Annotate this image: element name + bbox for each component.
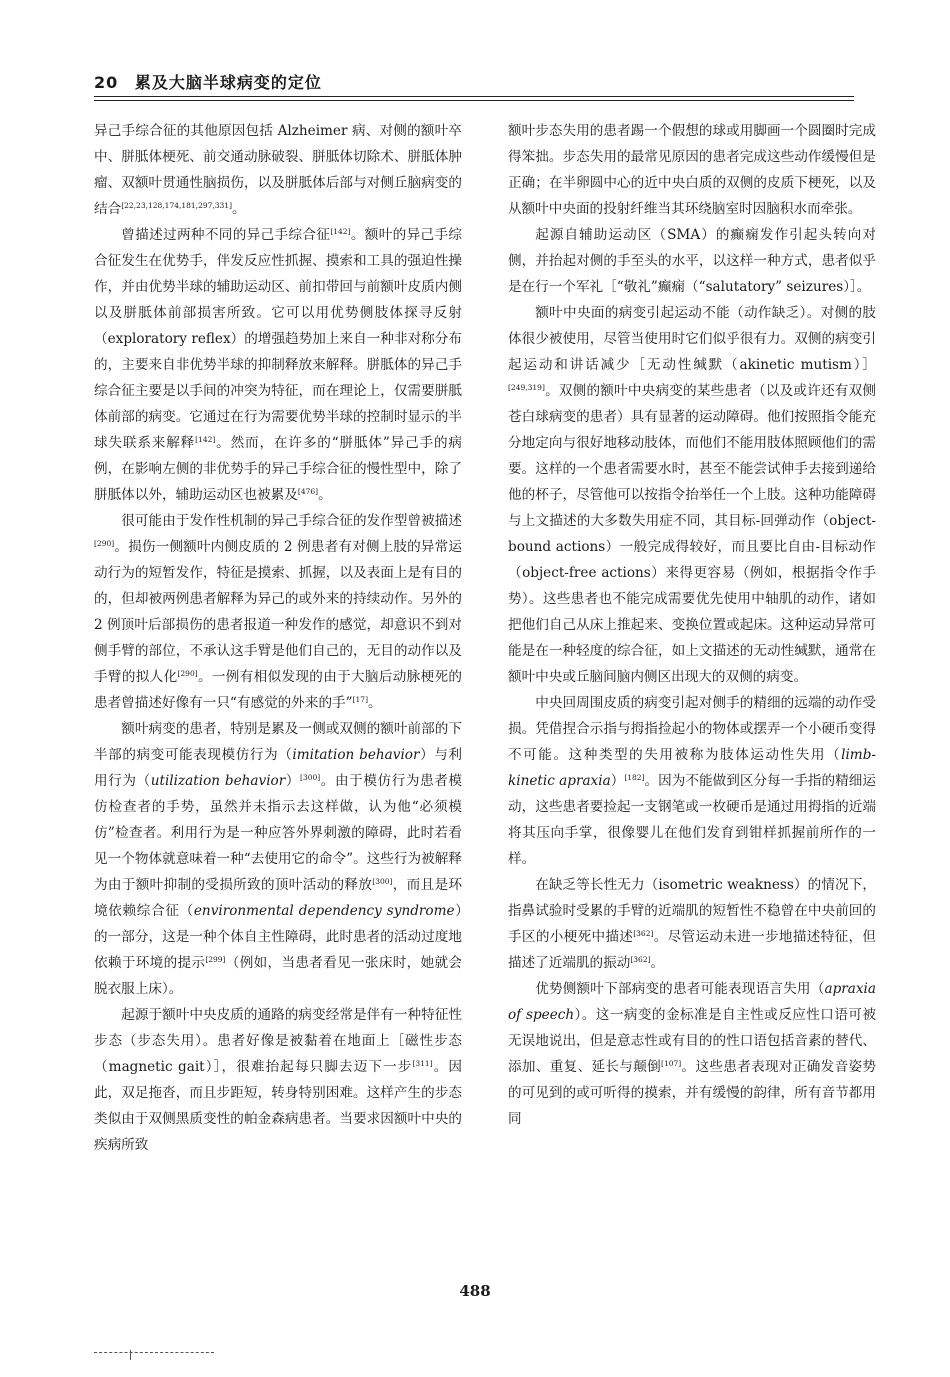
text-run: 。	[318, 487, 332, 503]
citation-ref: [300]	[372, 877, 393, 886]
footer-rule	[94, 1352, 214, 1353]
citation-ref: [107]	[661, 1059, 682, 1068]
text-run: 额叶病变的患者，特别是累及一侧或双侧的额叶前部的下半部的病变可能表现模仿行为（	[94, 721, 462, 763]
citation-ref: [300]	[300, 773, 321, 782]
citation-ref: [142]	[195, 435, 216, 444]
paragraph	[94, 118, 462, 222]
paragraph	[94, 716, 462, 1002]
chapter-title: 累及大脑半球病变的定位	[134, 73, 322, 92]
text-run: 额叶步态失用的患者踢一个假想的球或用脚画一个圆圈时完成得笨拙。步态失用的最常见原因的患者完成这些动作缓慢但是正确；在半卵圆中心的近中央白质的双侧的皮质下梗死，以及从额叶中央面的投射纤维当其环绕脑室时因脑积水而牵张。	[508, 123, 876, 217]
text-run: 额叶中央面的病变引起运动不能（动作缺乏）。对侧的肢体很少被使用，尽管当使用时它们似乎很有力。双侧的病变引起运动和讲话减少［无动性缄默（akinetic mutism）］	[508, 305, 876, 373]
text-run: 。	[650, 955, 665, 971]
text-run: ，而且是环境依赖综合征（	[94, 877, 463, 919]
text-run: 。因为不能做到区分每一手指的精细运动，这些患者要捡起一支钢笔或一枚硬币是通过用拇指的近端将其压向手掌，很像婴儿在他们发育到钳样抓握前所作的一样。	[508, 773, 876, 867]
citation-ref: [290]	[177, 669, 198, 678]
text-run: 。然而，在许多的“胼胝体”异己手的病例，在影响左侧的非优势手的异己手综合征的慢性型中，除了胼胝体以外，辅助运动区也被累及	[94, 435, 463, 503]
text-run: ）的一部分，这是一种个体自主性障碍，此时患者的活动过度地依赖于环境的提示	[94, 903, 463, 971]
text-run: ）。这一病变的金标准是自主性或反应性口语可被无误地说出，但是意志性或有目的的性口语包括音素的替代、添加、重复、延长与颠倒	[508, 1007, 876, 1075]
text-run: 。尽管运动未进一步地描述特征，但描述了近端肌的振动	[508, 929, 876, 971]
citation-ref: [299]	[205, 955, 226, 964]
text-run: 。双侧的额叶中央病变的某些患者（以及或许还有双侧苍白球病变的患者）具有显著的运动障碍。他们按照指令能充分地定向与很好地移动肢体，而他们不能用肢体照顾他们的需要。这样的一个患者需要水时，甚至不能尝试伸手去接到递给他的杯子，尽管他可以按指令抬举任一个上肢。这种功能障碍与上文描述的大多数失用症不同，其目标-回弹动作（object-bound actions）一般完成得较好，而且要比自由-目标动作（object-free actions）来得更容易（例如，根据指令作手势）。这些患者也不能完成需要优先使用中轴肌的动作，诸如把他们自己从床上推起来、变换位置或起床。这种运动异常可能是在一种轻度的综合征，如上文描述的无动性缄默，通常在额叶中央或丘脑间脑内侧区出现大的双侧的病变。	[508, 383, 876, 685]
italic-term: limb-kinetic apraxia	[508, 747, 876, 789]
citation-ref: [362]	[630, 955, 651, 964]
text-run: 起源于额叶中央皮质的通路的病变经常是伴有一种特征性步态（步态失用）。患者好像是被黏着在地面上［磁性步态（magnetic gait）］，很难抬起每只脚去迈下一步	[94, 1007, 462, 1075]
text-run: 异己手综合征的其他原因包括 Alzheimer 病、对侧的额叶卒中、胼胝体梗死、前交通动脉破裂、胼胝体切除术、胼胝体肿瘤、双额叶贯通性脑损伤，以及胼胝体后部与对侧丘脑病变的结合	[94, 123, 462, 217]
citation-ref: [476]	[297, 487, 319, 496]
text-run: 很可能由于发作性机制的异己手综合征的发作型曾被描述	[121, 513, 462, 529]
text-run: 优势侧额叶下部病变的患者可能表现语言失用（	[535, 981, 825, 997]
italic-term: utilization behavior	[150, 773, 286, 789]
paragraph	[508, 118, 876, 222]
paragraph	[508, 690, 876, 872]
citation-ref: [362]	[633, 929, 654, 938]
text-run: 曾描述过两种不同的异己手综合征	[121, 227, 331, 243]
text-run: 。这些患者表现对正确发音姿势的可见到的或可听得的摸索，并有缓慢的韵律，所有音节都用同	[508, 1059, 877, 1127]
paragraph	[508, 300, 876, 690]
text-run: 在缺乏等长性无力（isometric weakness）的情况下，指鼻试验时受累的手臂的近端肌的短暂性不稳曾在中央前回的手区的小梗死中描述	[508, 877, 876, 945]
paragraph	[94, 508, 462, 716]
text-run: 。额叶的异己手综合征发生在优势手，伴发反应性抓握、摸索和工具的强迫性操作，并由优势半球的辅助运动区、前扣带回与前额叶皮质内侧以及胼胝体前部损害所致。它可以用优势侧肢体探寻反射（exploratory reflex）的增强趋势加上来自一种非对称分布的，主要来自非优势半球的抑制释放来解释。胼胝体的异己手综合征主要是以手间的冲突为特征，而在理论上，仅需要胼胝体前部的病变。它通过在行为需要优势半球的控制时显示的半球失联系来解释	[94, 227, 463, 451]
citation-ref: [142]	[330, 227, 351, 236]
text-run: （例如，当患者看见一张床时，她就会脱衣服上床）。	[94, 955, 463, 997]
header-rule-top	[94, 96, 854, 97]
paragraph	[508, 872, 876, 976]
header-rule-bottom	[94, 100, 854, 101]
citation-ref: [311]	[412, 1059, 433, 1068]
paragraph	[508, 222, 876, 300]
footer-tick	[130, 1350, 131, 1360]
text-run: 。因此，双足拖沓，而且步距短，转身特别困难。这样产生的步态类似由于双侧黑质变性的帕金森病患者。当要求因额叶中央的疾病所致	[94, 1059, 462, 1153]
running-header	[94, 70, 322, 93]
citation-ref: [22,23,128,174,181,297,331]	[121, 201, 233, 210]
text-run: ）	[285, 773, 301, 789]
page-number: 488	[459, 1282, 491, 1300]
citation-ref: [290]	[94, 539, 115, 548]
italic-term: apraxia of speech	[508, 981, 876, 1023]
text-run: ）与利用行为（	[94, 747, 463, 789]
left-column	[94, 118, 462, 1158]
text-run: 。由于模仿行为患者模仿检查者的手势，虽然并未指示去这样做，认为他“必须模仿”检查者。利用行为是一种应答外界刺激的障碍，此时若看见一个物体就意味着一种“去使用它的命令”。这些行为被解释为由于额叶抑制的受损所致的顶叶活动的释放	[94, 773, 463, 893]
text-run: 。	[232, 201, 246, 217]
italic-term: environmental dependency syndrome	[193, 903, 455, 919]
paragraph	[94, 1002, 462, 1158]
text-run: 中央回周围皮质的病变引起对侧手的精细的远端的动作受损。凭借捏合示指与拇指捡起小的物体或摆弄一个小硬币变得不可能。这种类型的失用被称为肢体运动性失用（	[508, 695, 876, 763]
text-run: 。一例有相似发现的由于大脑后动脉梗死的患者曾描述好像有一只“有感觉的外来的手”	[94, 669, 463, 711]
chapter-number: 20	[94, 73, 119, 92]
text-run: 。损伤一侧额叶内侧皮质的 2 例患者有对侧上肢的异常运动行为的短暂发作，特征是摸索、抓握，以及表面上是有目的的，但却被两例患者解释为异己的或外来的持续动作。另外的 2 例顶叶后部损伤的患者报道一种发作的感觉，却意识不到对侧手臂的部位，不承认这手臂是他们自己的，无目的动作以及手臂的拟人化	[94, 539, 462, 685]
paragraph	[508, 976, 876, 1132]
text-run: ）	[610, 773, 625, 789]
text-run: 起源自辅助运动区（SMA）的癫痫发作引起头转向对侧，并抬起对侧的手至头的水平，以这样一种方式，患者似乎是在行一个军礼［“敬礼”癫痫（“salutatory” seizures）］。	[508, 227, 876, 295]
paragraph	[94, 222, 462, 508]
citation-ref: [249,319]	[508, 383, 545, 392]
citation-ref: [182]	[624, 773, 645, 782]
right-column	[508, 118, 876, 1132]
italic-term: imitation behavior	[292, 747, 420, 763]
text-run: 。	[368, 695, 382, 711]
citation-ref: [17]	[352, 695, 368, 704]
